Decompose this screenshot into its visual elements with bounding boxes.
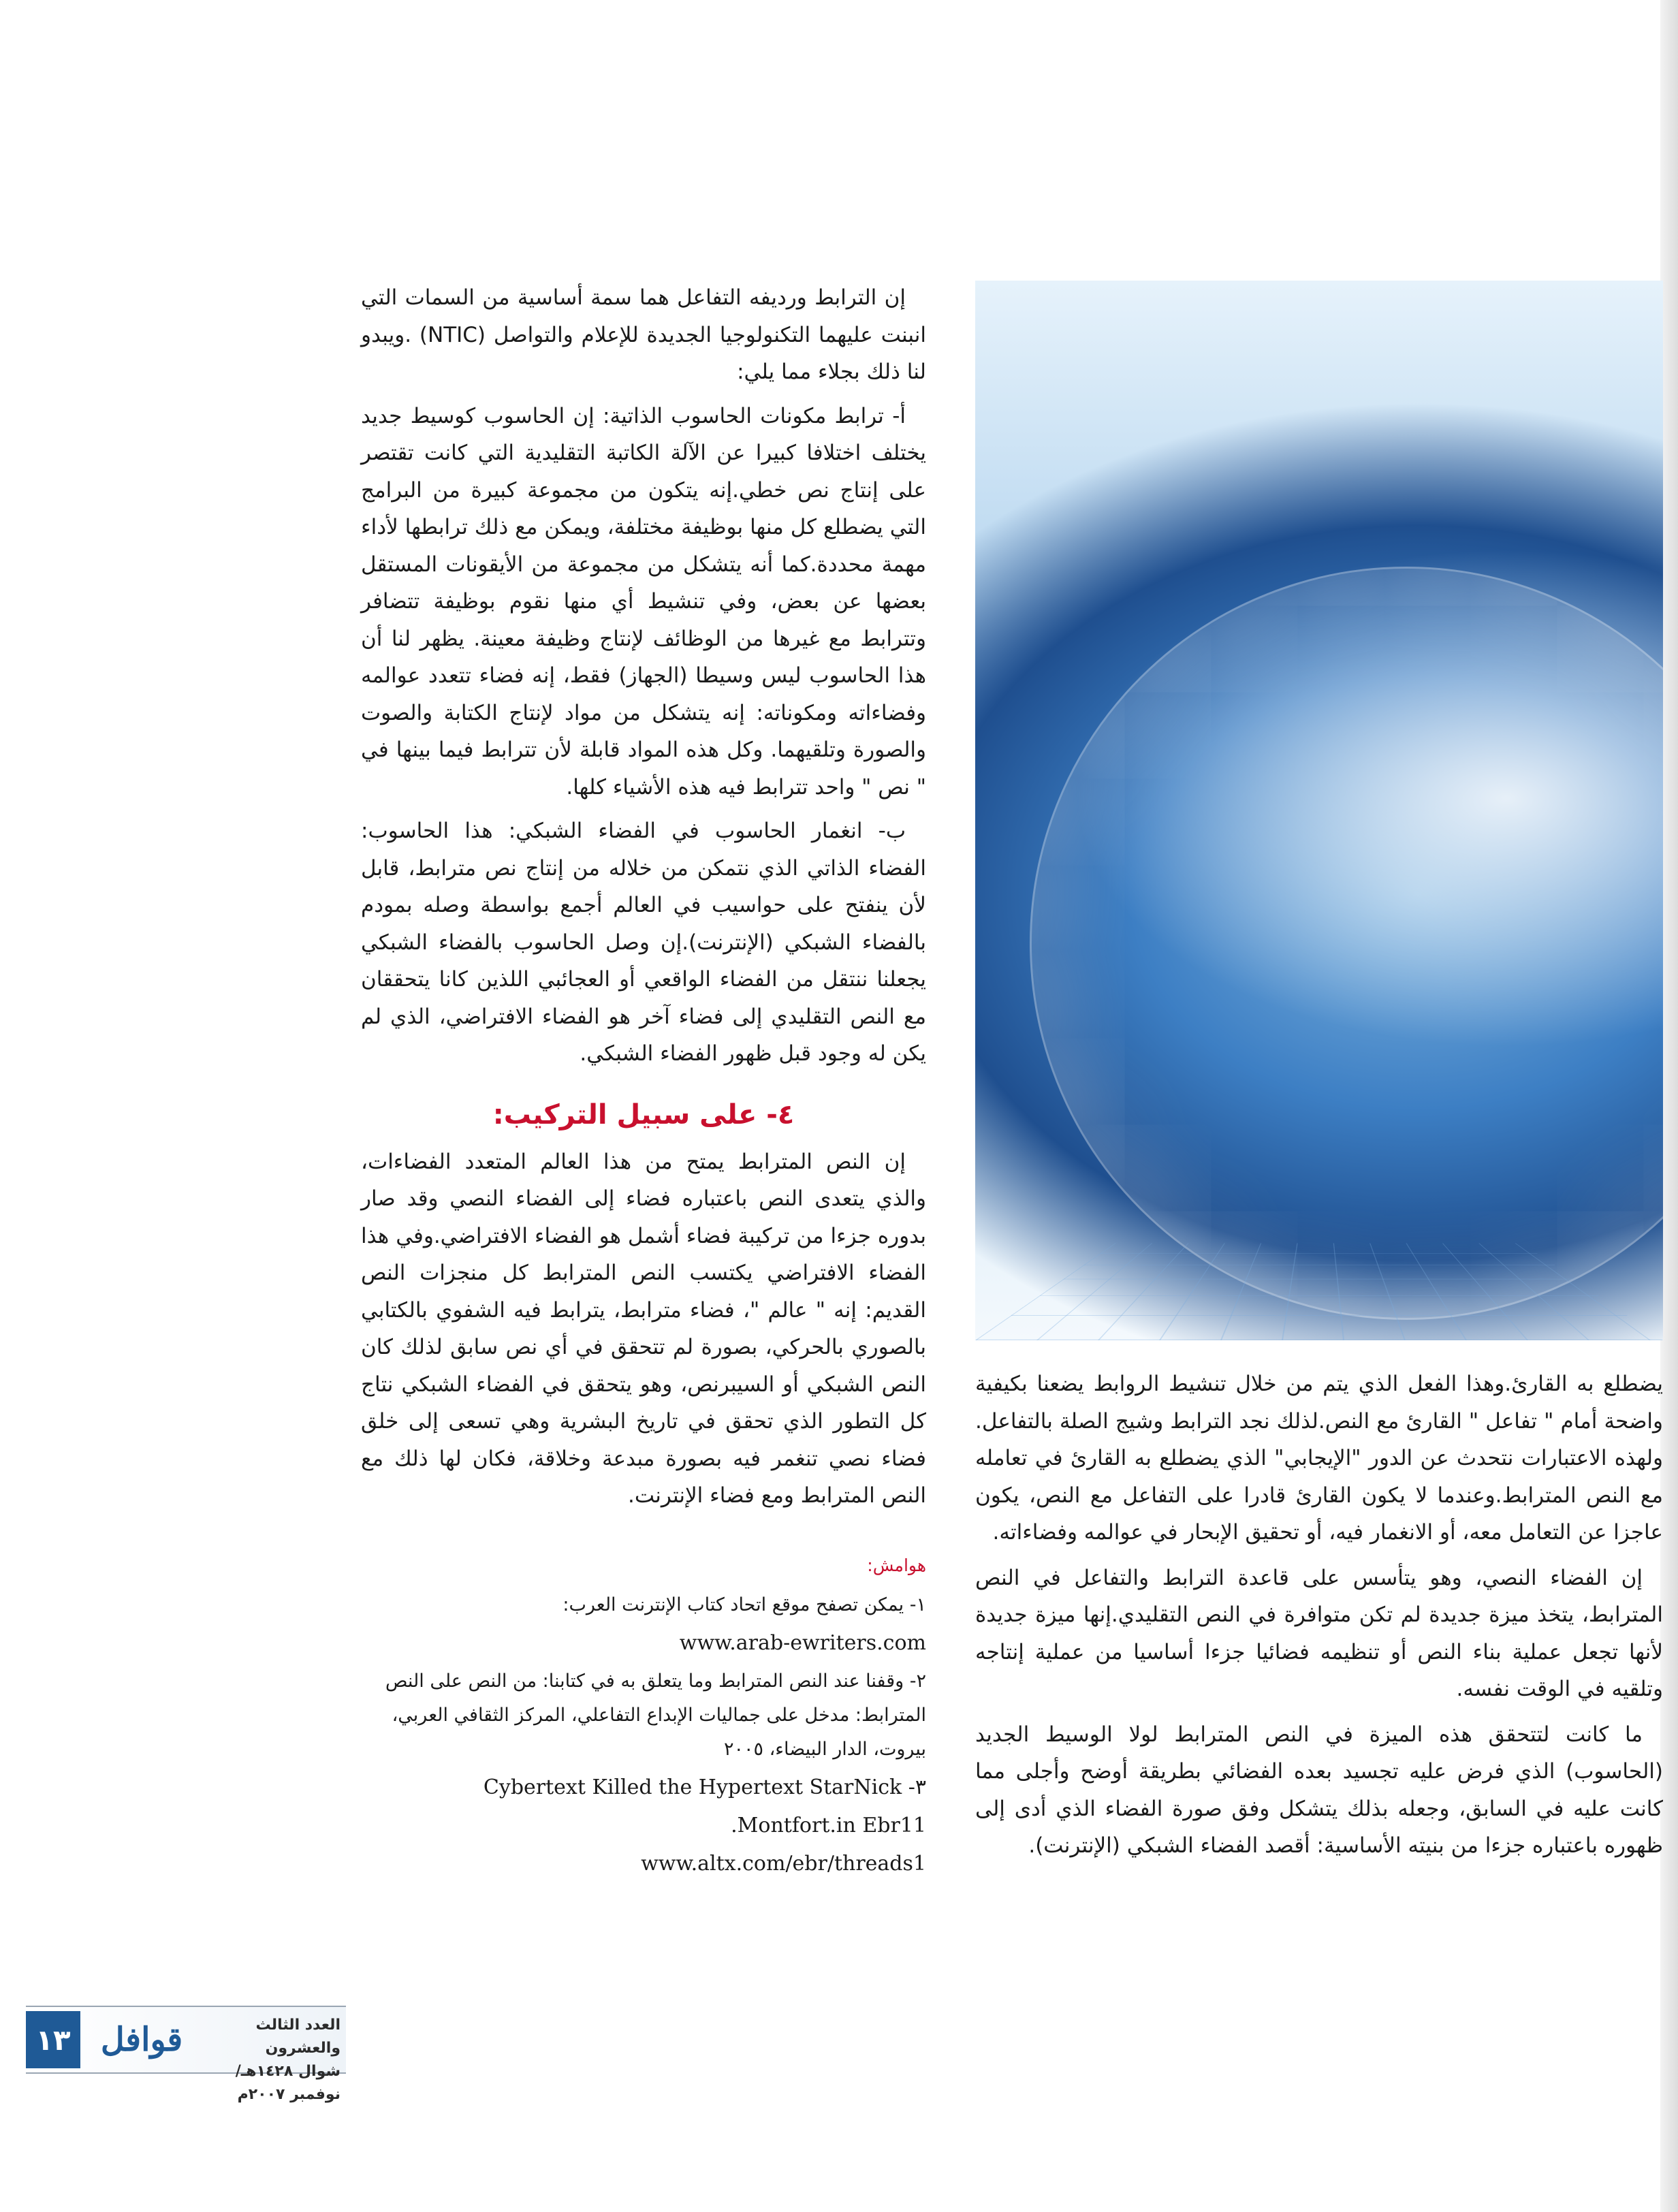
footnote-2: ٢- وقفنا عند النص المترابط وما يتعلق به في كتابنا: من النص على النص المترابط: مدخل على جماليات الإبداع التفاعلي، المركز الثقافي العربي، بيروت، الدار البيضاء، ٢٠٠٥: [385, 1670, 926, 1760]
paragraph-synthesis: إن النص المترابط يمتح من هذا العالم المتعدد الفضاءات، والذي يتعدى النص باعتباره فضاء إلى الفضاء النصي وقد صار بدوره جزءا من تركيبة فضاء أشمل هو الفضاء الافتراضي.وفي هذا الفضاء الافتراضي يكتسب النص المترابط كل منجزات النص القديم: إنه " عالم "، فضاء مترابط، يترابط فيه الشفوي بالكتابي بالصوري بالحركي، بصورة لم تتحقق في أي نص سابق لذلك كان النص الشبكي أو السيبرنص، وهو يتحقق في الفضاء الشبكي نتاج كل التطور الذي تحقق في تاريخ البشرية وهي تسعى إلى خلق فضاء نصي تنغمر فيه بصورة مبدعة وخلاقة، فكان لها ذلك مع النص المترابط ومع فضاء الإنترنت.: [361, 1149, 926, 1508]
paragraph-reader: يضطلع به القارئ.وهذا الفعل الذي يتم من خلال تنشيط الروابط يضعنا بكيفية واضحة أمام " تفاعل " القارئ مع النص.لذلك نجد الترابط وشيج الصلة بالتفاعل. ولهذه الاعتبارات نتحدث عن الدور "الإيجابي" الذي يضطلع به القارئ في تعامله مع النص المترابط.وعندما لا يكون القارئ قادرا على التفاعل مع النص، يكون عاجزا عن التعامل معه، أو الانغمار فيه، أو تحقيق الإبحار في عوالمه وفضاءاته.: [975, 1372, 1663, 1545]
magazine-logo: قوافل: [100, 2021, 183, 2059]
footnote-1-url: www.arab-ewriters.com: [679, 1630, 926, 1655]
footnote-1: ١- يمكن تصفح موقع اتحاد كتاب الإنترنت العرب:: [563, 1594, 926, 1615]
paragraph-intro: إن الترابط ورديفه التفاعل هما سمة أساسية من السمات التي انبنت عليهما التكنولوجيا الجديدة للإعلام والتواصل (NTIC) .ويبدو لنا ذلك بجلاء مما يلي:: [361, 285, 927, 384]
globe-outline: [1030, 567, 1663, 1320]
page-number: ١٣: [26, 2011, 80, 2068]
globe-network-image: [975, 281, 1663, 1340]
paragraph-b: ب- انغمار الحاسوب في الفضاء الشبكي: هذا الحاسوب: الفضاء الذاتي الذي نتمكن من خلاله من إنتاج نص مترابط، قابل لأن ينفتح على حواسيب في العالم أجمع بواسطة وصله بمودم بالفضاء الشبكي (الإنترنت).إن وصل الحاسوب بالفضاء الشبكي يجعلنا ننتقل من الفضاء الواقعي أو العجائبي اللذين كانا يتحققان مع النص التقليدي إلى فضاء آخر هو الفضاء الافتراضي، الذي لم يكن له وجود قبل ظهور الفضاء الشبكي.: [361, 819, 926, 1066]
footnote-3-title: Cybertext Killed the Hypertext StarNick -٣: [483, 1775, 926, 1799]
paragraph-textual-space: إن الفضاء النصي، وهو يتأسس على قاعدة الترابط والتفاعل في النص المترابط، يتخذ ميزة جديدة لم تكن متوافرة في النص التقليدي.إنها ميزة جديدة لأنها تجعل عملية بناء النص أو تنظيمه فضائيا جزءا أساسيا من عملية إنتاجه وتلقيه في الوقت نفسه.: [975, 1565, 1663, 1701]
issue-number: العدد الثالث والعشرون: [255, 2017, 341, 2057]
issue-info: [204, 2014, 341, 2106]
page-footer: [26, 2006, 346, 2103]
paragraph-a: أ- ترابط مكونات الحاسوب الذاتية: إن الحاسوب كوسيط جديد يختلف اختلافا كبيرا عن الآلة الكاتبة التقليدية التي كانت تقتصر على إنتاج نص خطي.إنه يتكون من مجموعة كبيرة من البرامج التي يضطلع كل منها بوظيفة مختلفة، ويمكن مع ذلك ترابطها لأداء مهمة محددة.كما أنه يتشكل من مجموعة من الأيقونات المستقل بعضها عن بعض، وفي تنشيط أي منها نقوم بوظيفة تتضافر وتترابط مع غيرها من الوظائف لإنتاج وظيفة معينة. يظهر لنا أن هذا الحاسوب ليس وسيطا (الجهاز) فقط، إنه فضاء تتعدد عوالمه وفضاءاته ومكوناته: إنه يتشكل من مواد لإنتاج الكتابة والصوت والصورة وتلقيهما. وكل هذه المواد قابلة لأن تترابط فيما بينها في " نص " واحد تترابط فيه هذه الأشياء كلها.: [361, 403, 926, 800]
footnotes: [361, 1549, 926, 1881]
footnote-3-author: .Montfort.in Ebr11: [731, 1813, 926, 1837]
paragraph-new-medium: ما كانت لتتحقق هذه الميزة في النص المترابط لولا الوسيط الجديد (الحاسوب) الذي فرض عليه تجسيد بعده الفضائي بطريقة أوضح وأجلى مما كانت عليه في السابق، وجعله بذلك يتشكل وفق صورة الفضاء الذي أدى إلى ظهوره باعتباره جزءا من بنيته الأساسية: أقصد الفضاء الشبكي (الإنترنت).: [975, 1722, 1663, 1858]
footnote-3-url: www.altx.com/ebr/threads1: [641, 1851, 926, 1876]
footnotes-heading: هوامش:: [867, 1555, 926, 1575]
right-column: [975, 1365, 1663, 1873]
section-title: ٤- على سبيل التركيب:: [492, 1099, 795, 1131]
left-column: [361, 279, 926, 1885]
issue-date: شوال ١٤٢٨هـ/ نوفمبر ٢٠٠٧م: [235, 2063, 341, 2103]
